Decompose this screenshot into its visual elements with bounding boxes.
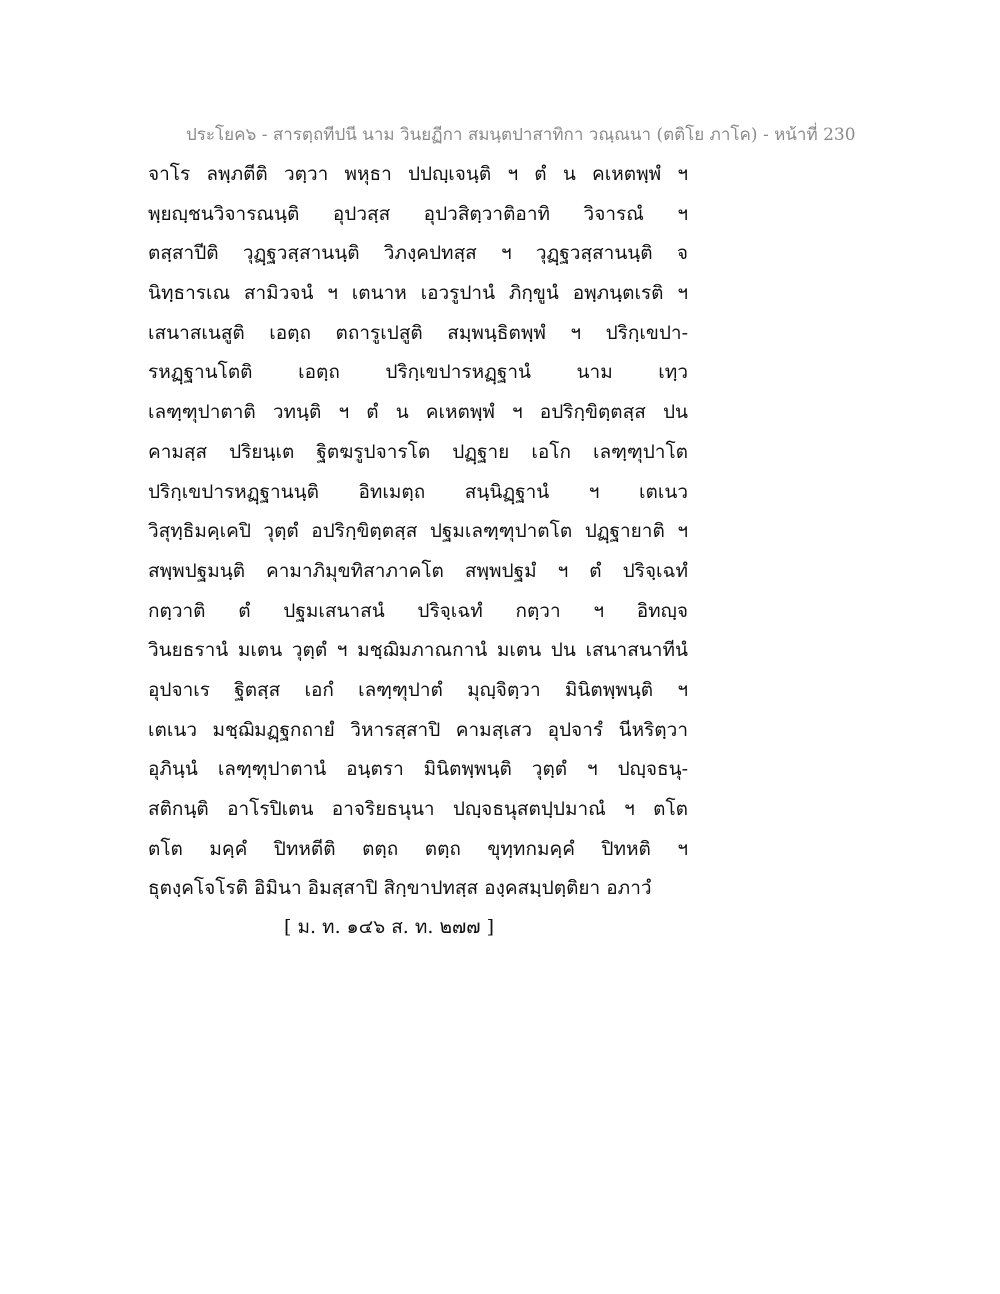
- text-line: สพฺพปฐมนฺติ คามาภิมุขทิสาภาคโต สพฺพปฐมํ ฯ ตํ ปริจฺเฉทํ: [148, 559, 688, 582]
- footnote-reference: [ ม. ท. ๑๔๖ ส. ท. ๒๗๗ ]: [284, 916, 495, 938]
- text-line: พฺยญฺชนวิจารณนฺติ อุปวสฺส อุปวสิตฺวาติอาทิ วิจารณํ ฯ: [148, 202, 688, 225]
- text-line: เสนาสเนสูติ เอตฺถ ตถารูเปสูติ สมฺพนฺธิตพฺพํ ฯ ปริกฺเขปา-: [148, 321, 688, 344]
- text-line: วินยธรานํ มเตน วุตฺตํ ฯ มชฺฌิมภาณกานํ มเตน ปน เสนาสนาทีนํ: [148, 639, 688, 662]
- text-line: ตสฺสาปีติ วุฏฺฐวสฺสานนฺติ วิภงฺคปทสฺส ฯ วุฏฺฐวสฺสานนฺติ จ: [148, 242, 688, 265]
- text-line: กตฺวาติ ตํ ปฐมเสนาสนํ ปริจฺเฉทํ กตฺวา ฯ อิทญฺจ: [148, 599, 688, 622]
- text-line: สติกนฺติ อาโรปิเตน อาจริยธนุนา ปญฺจธนุสตปฺปมาณํ ฯ ตโต: [148, 798, 688, 820]
- text-line: อุปจาเร ฐิตสฺส เอกํ เลฑฺฑุปาตํ มุญฺจิตฺวา มินิตพฺพนฺติ ฯ: [148, 678, 688, 701]
- running-header: ประโยค๖ - สารตฺถทีปนี นาม วินยฏีกา สมนฺตปาสาทิกา วณฺณนา (ตติโย ภาโค) - หน้าที่ 230: [186, 125, 856, 145]
- text-line: นิทฺธารเณ สามิวจนํ ฯ เตนาห เอวรูปานํ ภิกฺขูนํ อพฺภนฺตเรติ ฯ: [148, 282, 688, 305]
- text-line: อุภินฺนํ เลฑฺฑุปาตานํ อนฺตรา มินิตพฺพนฺติ วุตฺตํ ฯ ปญฺจธนุ-: [148, 758, 688, 781]
- text-line: ตโต มคฺคํ ปิทหตีติ ตตฺถ ตตฺถ ขุทฺทกมคฺคํ ปิทหติ ฯ: [148, 837, 688, 860]
- body-text: [148, 160, 688, 914]
- text-line: รหฏฺฐานโตติ เอตฺถ ปริกฺเขปารหฏฺฐานํ นาม เทฺว: [148, 361, 688, 384]
- text-line: เตเนว มชฺฌิมฏฺฐกถายํ วิหารสฺสาปิ คามสฺเสว อุปจารํ นีหริตฺวา: [148, 718, 688, 741]
- text-line: ธุตงฺคโจโรติ อิมินา อิมสฺสาปิ สิกฺขาปทสฺส องฺคสมฺปตฺติยา อภาวํ: [148, 877, 652, 900]
- text-line: ปริกฺเขปารหฏฺฐานนฺติ อิทเมตฺถ สนฺนิฏฺฐานํ ฯ เตเนว: [148, 480, 688, 503]
- text-line: วิสุทฺธิมคฺเคปิ วุตฺตํ อปริกฺขิตฺตสฺส ปฐมเลฑฺฑุปาตโต ปฏฺฐายาติ ฯ: [148, 520, 688, 543]
- text-line: เลฑฺฑุปาตาติ วทนฺติ ฯ ตํ น คเหตพฺพํ ฯ อปริกฺขิตฺตสฺส ปน: [148, 401, 688, 424]
- text-line: คามสฺส ปริยนฺเต ฐิตฆรูปจารโต ปฏฺฐาย เอโก เลฑฺฑุปาโต: [148, 440, 688, 463]
- text-line: จาโร ลพฺภตีติ วตฺวา พหุธา ปปญฺเจนฺติ ฯ ตํ น คเหตพฺพํ ฯ: [148, 163, 688, 185]
